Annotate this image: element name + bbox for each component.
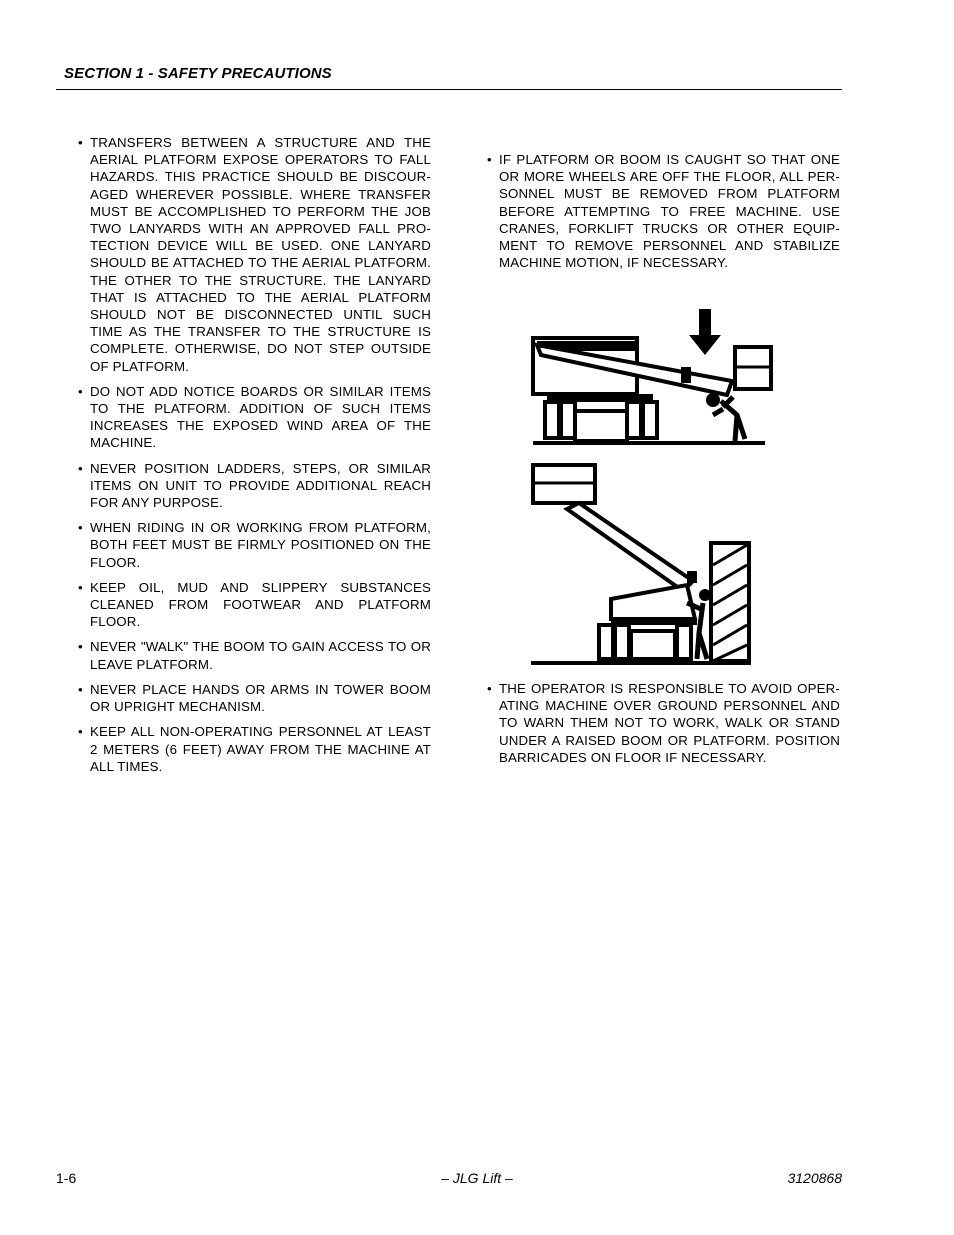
boom-arm-2: [567, 503, 693, 591]
bullet-item: • WHEN RIDING IN OR WORKING FROM PLATFORM, BOTH FEET MUST BE FIRMLY POSITIONED ON THE FLOOR.: [78, 519, 431, 571]
tipping-lift-scene: [531, 465, 751, 665]
arrow-shaft: [699, 309, 711, 337]
bullet-item: • DO NOT ADD NOTICE BOARDS OR SIMILAR ITEMS TO THE PLATFORM. ADDITION OF SUCH ITEMS INCREASES THE EXPOSED WIND AREA OF THE MACHINE.: [78, 383, 431, 452]
wheel-2c: [677, 625, 691, 659]
caught-platform-scene: [533, 309, 771, 445]
bullet-item: • THE OPERATOR IS RESPONSIBLE TO AVOID OPER-ATING MACHINE OVER GROUND PERSONNEL AND TO WARN THEM NOT TO WORK, WALK OR STAND UNDER A RAISED BOOM OR PLATFORM. POSITION BARRICADES ON FLOOR IF NECESSARY.: [487, 680, 840, 766]
left-column: [78, 134, 431, 783]
bullet-item: • NEVER PLACE HANDS OR ARMS IN TOWER BOOM OR UPRIGHT MECHANISM.: [78, 681, 431, 715]
safety-illustration: [527, 303, 777, 668]
wheel-right-a: [627, 402, 641, 438]
wheel-2b: [615, 625, 629, 659]
wheel-left-b: [561, 402, 575, 438]
section-title: SECTION 1 - SAFETY PRECAUTIONS: [64, 65, 332, 82]
wheel-right-b: [643, 402, 657, 438]
down-arrow-icon: [689, 335, 721, 355]
document-number: 3120868: [787, 1170, 842, 1186]
footer-brand: – JLG Lift –: [441, 1170, 513, 1186]
axle-housing: [575, 411, 627, 441]
person-head-2: [699, 589, 711, 601]
boom-lift-illustration: [527, 303, 777, 668]
page-number: 1-6: [56, 1170, 77, 1186]
header-divider: [56, 89, 842, 90]
right-bullet-list-top: [487, 151, 840, 271]
bullet-item: • NEVER POSITION LADDERS, STEPS, OR SIMILAR ITEMS ON UNIT TO PROVIDE ADDITIONAL REACH FOR ANY PURPOSE.: [78, 460, 431, 512]
bullet-item: • TRANSFERS BETWEEN A STRUCTURE AND THE AERIAL PLATFORM EXPOSE OPERATORS TO FALL HAZARDS. THIS PRACTICE SHOULD BE DISCOUR-AGED WHEREVER POSSIBLE. WHERE TRANSFER MUST BE ACCOMPLISHED TO PERFORM THE JOB TWO LANYARDS WITH AN APPROVED FALL PRO-TECTION DEVICE WILL BE USED. ONE LANYARD SHOULD BE ATTACHED TO THE AERIAL PLATFORM. THE OTHER TO THE STRUCTURE. THE LANYARD THAT IS ATTACHED TO THE AERIAL PLATFORM SHOULD NOT BE DISCONNECTED UNTIL SUCH TIME AS THE TRANSFER TO THE STRUCTURE IS COMPLETE. OTHERWISE, DO NOT STEP OUTSIDE OF PLATFORM.: [78, 134, 431, 375]
right-column-top: [487, 151, 840, 279]
bullet-item: • NEVER "WALK" THE BOOM TO GAIN ACCESS TO OR LEAVE PLATFORM.: [78, 638, 431, 672]
ground-line: [533, 441, 765, 445]
left-bullet-list: [78, 134, 431, 775]
bullet-item: • KEEP OIL, MUD AND SLIPPERY SUBSTANCES CLEANED FROM FOOTWEAR AND PLATFORM FLOOR.: [78, 579, 431, 631]
bullet-item: • KEEP ALL NON-OPERATING PERSONNEL AT LEAST 2 METERS (6 FEET) AWAY FROM THE MACHINE AT ALL TIMES.: [78, 723, 431, 775]
right-bullet-list-bottom: [487, 680, 840, 766]
right-column-bottom: [487, 680, 840, 774]
bullet-item: • IF PLATFORM OR BOOM IS CAUGHT SO THAT ONE OR MORE WHEELS ARE OFF THE FLOOR, ALL PER-SONNEL MUST BE REMOVED FROM PLATFORM BEFORE ATTEMPTING TO FREE MACHINE. USE CRANES, FORKLIFT TRUCKS OR OTHER EQUIP-MENT TO REMOVE PERSONNEL AND STABILIZE MACHINE MOTION, IF NECESSARY.: [487, 151, 840, 271]
wheel-left-a: [545, 402, 559, 438]
person-head: [706, 393, 720, 407]
wheel-2a: [599, 625, 613, 659]
boom-joint: [681, 367, 691, 383]
turntable-body-2: [611, 585, 695, 619]
